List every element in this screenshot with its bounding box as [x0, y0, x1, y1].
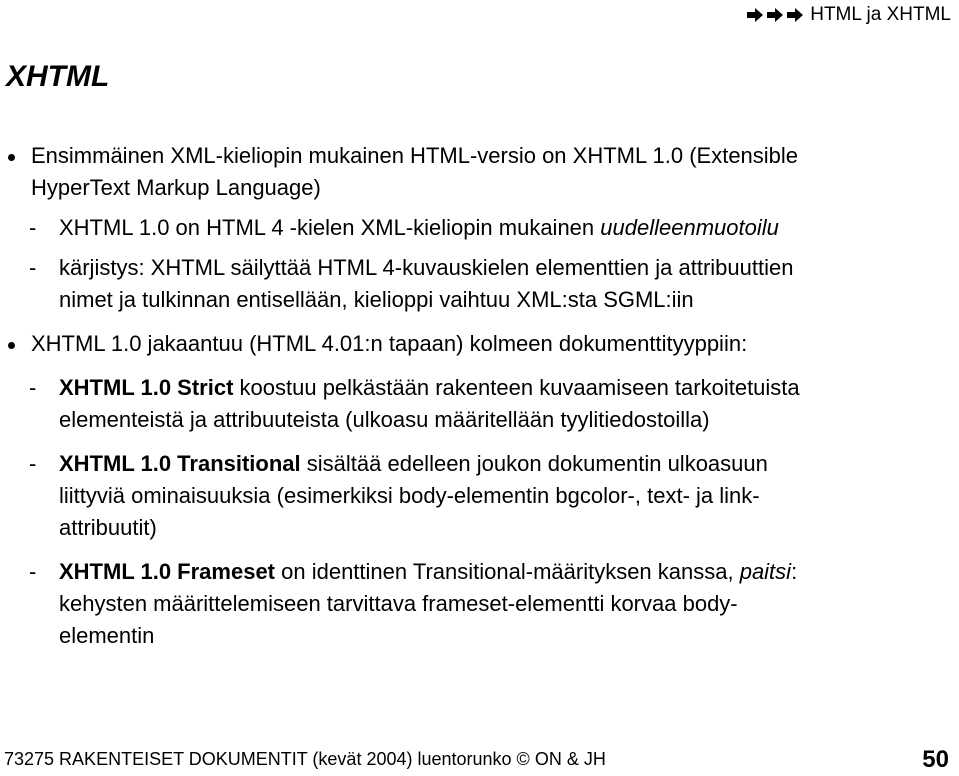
bold-text: XHTML 1.0 Strict [59, 375, 234, 400]
text-line: liittyviä ominaisuuksia (esimerkiksi body-elementin bgcolor-, text- ja link- [59, 483, 760, 508]
text-span: on identtinen Transitional-määrityksen kanssa, [275, 559, 740, 584]
sub-item [0, 212, 959, 244]
sub-item [0, 372, 959, 436]
dash-marker: - [29, 215, 37, 240]
bullet-dot [8, 154, 15, 161]
arrow-group [746, 8, 804, 22]
text-span: XHTML 1.0 on HTML 4 -kielen XML-kieliopin mukainen [59, 215, 601, 240]
dash-marker: - [29, 451, 37, 476]
bullet-dot [8, 342, 15, 349]
text-line: XHTML 1.0 jakaantuu (HTML 4.01:n tapaan) kolmeen dokumenttityyppiin: [31, 331, 748, 356]
text-line [59, 212, 959, 244]
bullet-item [0, 328, 959, 360]
text-line [59, 448, 959, 480]
text-line: nimet ja tulkinnan entisellään, kielioppi vaihtuu XML:sta SGML:iin [59, 287, 694, 312]
text-line: kehysten määrittelemiseen tarvittava frameset-elementti korvaa body- [59, 591, 738, 616]
text-line [59, 372, 959, 404]
sub-item [0, 448, 959, 544]
dash-marker: - [29, 559, 37, 584]
sub-item [0, 556, 959, 652]
slide-title: XHTML [6, 60, 110, 93]
text-line: HyperText Markup Language) [31, 175, 321, 200]
text-span: : [791, 559, 798, 584]
header-label: HTML ja XHTML [810, 4, 951, 25]
sub-item [0, 252, 959, 316]
italic-text: uudelleenmuotoilu [600, 215, 779, 240]
text-span: koostuu pelkästään rakenteen kuvaamiseen tarkoitetuista [233, 375, 800, 400]
text-span: sisältää edelleen joukon dokumentin ulkoasuun [300, 451, 768, 476]
arrow-right-icon [766, 8, 784, 22]
text-line: elementin [59, 623, 155, 648]
slide-content [0, 140, 959, 652]
bold-text: XHTML 1.0 Transitional [59, 451, 301, 476]
bullet-item [0, 140, 959, 204]
text-line: elementeistä ja attribuuteista (ulkoasu määritellään tyylitiedostoilla) [59, 407, 710, 432]
bold-text: XHTML 1.0 Frameset [59, 559, 276, 584]
text-line [59, 556, 959, 588]
slide-footer: 73275 RAKENTEISET DOKUMENTIT (kevät 2004) luentorunko © ON & JH [4, 749, 606, 769]
italic-text: paitsi [739, 559, 792, 584]
text-line: attribuutit) [59, 515, 157, 540]
dash-marker: - [29, 255, 37, 280]
text-line: Ensimmäinen XML-kieliopin mukainen HTML-versio on XHTML 1.0 (Extensible [31, 143, 799, 168]
text-line: kärjistys: XHTML säilyttää HTML 4-kuvauskielen elementtien ja attribuuttien [59, 255, 794, 280]
dash-marker: - [29, 375, 37, 400]
slide-header [746, 4, 951, 26]
page-number: 50 [922, 746, 949, 773]
arrow-right-icon [786, 8, 804, 22]
arrow-right-icon [746, 8, 764, 22]
